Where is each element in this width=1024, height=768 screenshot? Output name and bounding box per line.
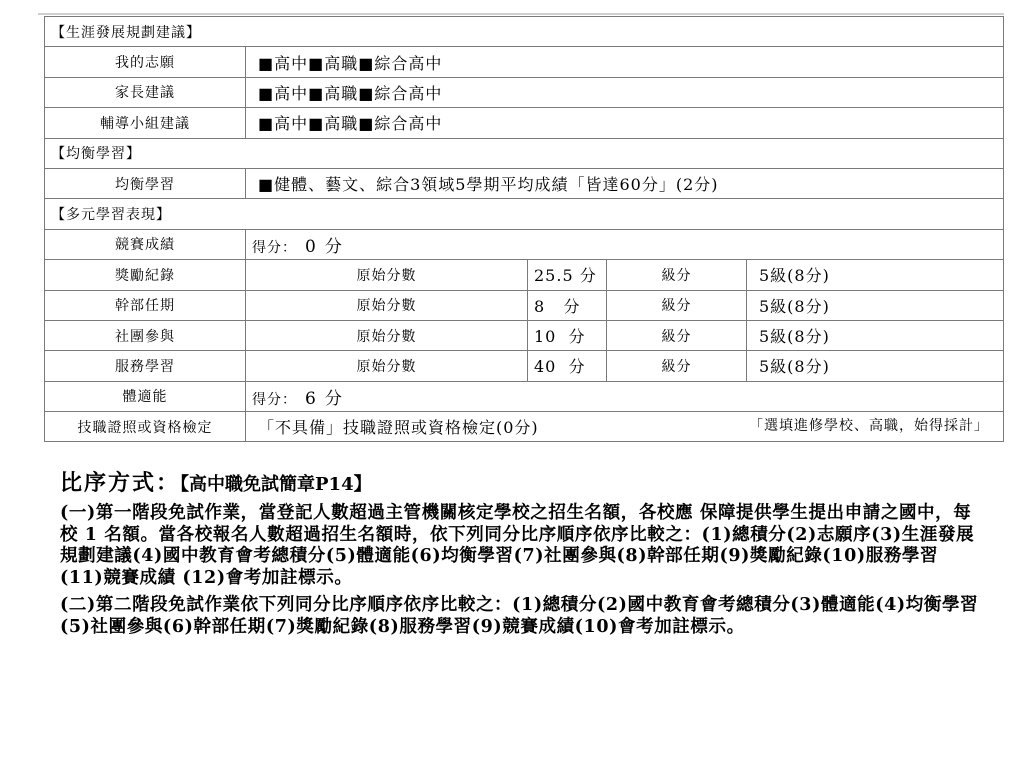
competition-unit: 分 xyxy=(324,236,343,257)
score-row-3 xyxy=(45,320,1004,350)
license-label: 技職證照或資格檢定 xyxy=(45,412,246,442)
level-label-4: 級分 xyxy=(607,351,747,381)
balanced-value: ■健體、藝文、綜合3領域5學期平均成績「皆達60分」(2分) xyxy=(246,168,1004,198)
career-value-1: ■高中■高職■綜合高中 xyxy=(246,47,1004,77)
competition-row xyxy=(45,229,1004,259)
fitness-score: 6 xyxy=(305,388,317,409)
section-career-title: 【生涯發展規劃建議】 xyxy=(45,17,1004,47)
evaluation-form-table xyxy=(44,16,1004,442)
score-label-2: 幹部任期 xyxy=(45,290,246,320)
raw-score-4: 40 xyxy=(534,357,557,377)
score-row-1 xyxy=(45,260,1004,290)
score-label-4: 服務學習 xyxy=(45,351,246,381)
score-label-1: 獎勵紀錄 xyxy=(45,260,246,290)
career-value-3: ■高中■高職■綜合高中 xyxy=(246,108,1004,138)
balanced-label: 均衡學習 xyxy=(45,168,246,198)
raw-label-2: 原始分數 xyxy=(246,290,528,320)
license-value: 「不具備」技職證照或資格檢定(0分) xyxy=(258,418,539,438)
competition-prefix: 得分： xyxy=(252,239,297,256)
section-diverse-title: 【多元學習表現】 xyxy=(45,199,1004,229)
score-label-3: 社團參與 xyxy=(45,320,246,350)
competition-score: 0 xyxy=(305,236,317,257)
section-balanced-title: 【均衡學習】 xyxy=(45,138,1004,168)
raw-unit-3: 分 xyxy=(568,327,586,347)
license-row xyxy=(45,412,1004,442)
ranking-heading-source: 【高中職免試簡章P14】 xyxy=(180,474,372,495)
balanced-row xyxy=(45,168,1004,198)
level-value-3: 5級(8分) xyxy=(747,320,1004,350)
raw-label-4: 原始分數 xyxy=(246,351,528,381)
career-row-1 xyxy=(45,47,1004,77)
section-diverse-row xyxy=(45,199,1004,229)
career-label-2: 家長建議 xyxy=(45,77,246,107)
ranking-paragraph-1: (一)第一階段免試作業，當登記人數超過主管機關核定學校之招生名額，各校應 保障提供學生提出申請之國中，每校 1 名額。當各校報名人數超過招生名額時，依下列同分比序順序依序比較之：(1)總積分(2)志願序(3)生涯發展規劃建議(4)國中教育會考總積分(5)體適能(6)均衡學習(7)社團參與(8)幹部任期(9)獎勵紀錄(10)服務學習 (11)競賽成績 (12)會考加註標示。 xyxy=(60,503,975,588)
section-balanced-row xyxy=(45,138,1004,168)
level-value-1: 5級(8分) xyxy=(747,260,1004,290)
career-row-2 xyxy=(45,77,1004,107)
raw-unit-2: 分 xyxy=(563,296,581,316)
ranking-heading-title: 比序方式： xyxy=(60,470,181,496)
section-career-row xyxy=(45,17,1004,47)
fitness-row xyxy=(45,381,1004,411)
score-row-2 xyxy=(45,290,1004,320)
license-cell xyxy=(246,412,1004,442)
career-value-2: ■高中■高職■綜合高中 xyxy=(246,77,1004,107)
raw-score-3: 10 xyxy=(534,327,557,347)
top-rule xyxy=(38,13,1004,15)
license-note: 「選填進修學校、高職，始得採計」 xyxy=(749,418,990,435)
level-value-4: 5級(8分) xyxy=(747,351,1004,381)
ranking-method-section xyxy=(60,466,980,644)
ranking-heading xyxy=(60,466,980,497)
raw-label-3: 原始分數 xyxy=(246,320,528,350)
level-label-2: 級分 xyxy=(607,290,747,320)
fitness-label: 體適能 xyxy=(45,381,246,411)
raw-score-cell-2 xyxy=(528,290,607,320)
competition-label: 競賽成績 xyxy=(45,229,246,259)
raw-unit-4: 分 xyxy=(568,357,586,377)
career-label-1: 我的志願 xyxy=(45,47,246,77)
raw-score-1: 25.5 xyxy=(534,266,574,286)
raw-score-cell-3 xyxy=(528,320,607,350)
raw-score-2: 8 xyxy=(534,296,546,316)
fitness-score-cell xyxy=(246,381,1004,411)
level-label-3: 級分 xyxy=(607,320,747,350)
level-label-1: 級分 xyxy=(607,260,747,290)
career-label-3: 輔導小組建議 xyxy=(45,108,246,138)
fitness-prefix: 得分： xyxy=(252,391,297,408)
fitness-unit: 分 xyxy=(324,388,343,409)
level-value-2: 5級(8分) xyxy=(747,290,1004,320)
score-row-4 xyxy=(45,351,1004,381)
career-row-3 xyxy=(45,108,1004,138)
competition-score-cell xyxy=(246,229,1004,259)
raw-label-1: 原始分數 xyxy=(246,260,528,290)
raw-score-cell-4 xyxy=(528,351,607,381)
raw-unit-1: 分 xyxy=(579,266,597,286)
ranking-paragraph-2: (二)第二階段免試作業依下列同分比序順序依序比較之：(1)總積分(2)國中教育會考總積分(3)體適能(4)均衡學習(5)社團參與(6)幹部任期(7)獎勵紀錄(8)服務學習(9)競賽成績(10)會考加註標示。 xyxy=(60,595,979,637)
raw-score-cell-1 xyxy=(528,260,607,290)
